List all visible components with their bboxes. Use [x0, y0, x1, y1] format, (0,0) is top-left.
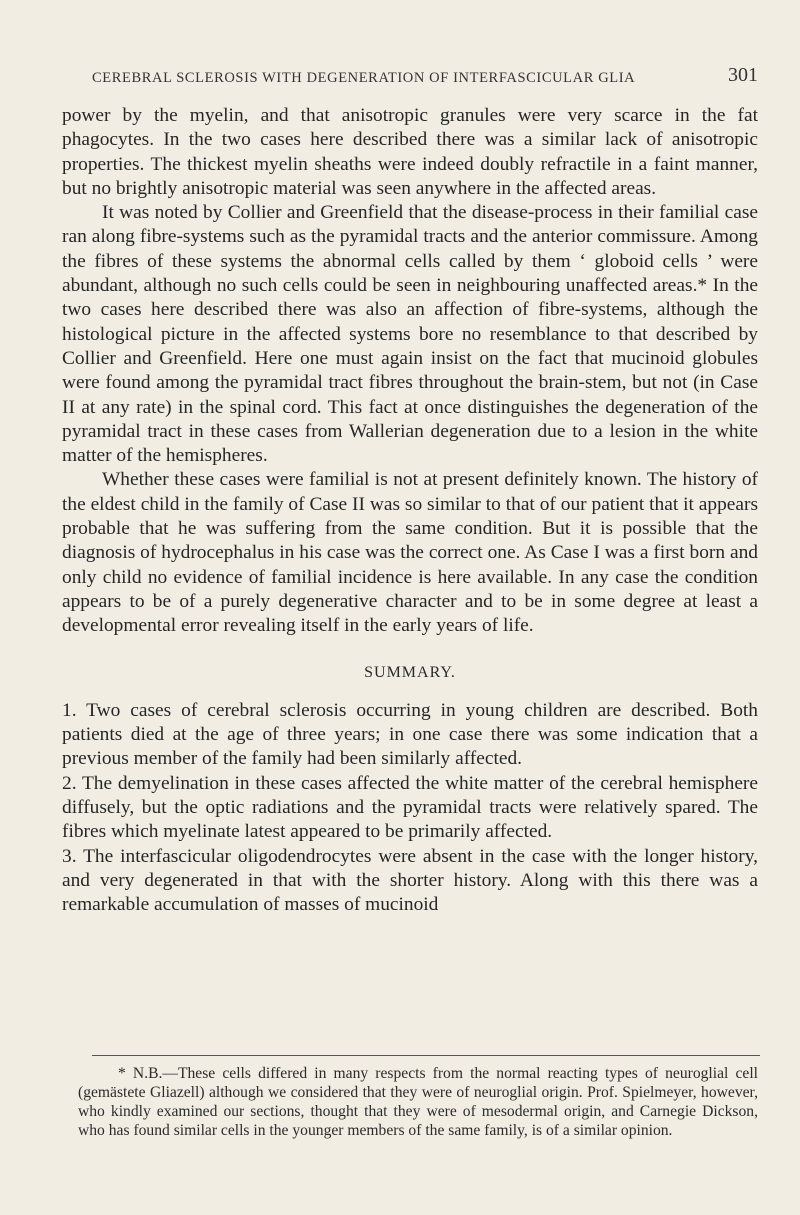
footnote: * N.B.—These cells differed in many respects from the normal reacting types of neuroglial cell (gemästete Gliazell) although we considered that they were of neuroglial origin. Prof. Spielmeyer, however, who kindly examined our sections, thought that they were of mesodermal origin, and Carnegie Dickson, who has found similar cells in the younger members of the same family, is of a similar opinion. [78, 1065, 758, 1139]
paragraph: It was noted by Collier and Greenfield that the disease-process in their familial case ran along fibre-systems such as the pyramidal tracts and the anterior commissure. Among the fibres of these systems the abnormal cells called by them ‘ globoid cells ’ were abundant, although no such cells could be seen in neighbouring unaffected areas.* In the two cases here described there was also an affection of fibre-systems, although the histological picture in the affected systems bore no resemblance to that described by Collier and Greenfield. Here one must again insist on the fact that mucinoid globules were found among the pyramidal tract fibres throughout the brain-stem, but not (in Case II at any rate) in the spinal cord. This fact at once distinguishes the degeneration of the pyramidal tract in these cases from Wallerian degeneration due to a lesion in the white matter of the hemispheres. [62, 202, 758, 467]
summary-heading: SUMMARY. [364, 663, 456, 681]
paragraph: Whether these cases were familial is not at present definitely known. The history of the eldest child in the family of Case II was so similar to that of our patient that it appears probable that he was suffering from the same condition. But it is possible that the diagnosis of hydrocephalus in his case was the correct one. As Case I was a first born and only child no evidence of familial incidence is here available. In any case the condition appears to be of a purely degenerative character and to be in some degree at least a developmental error revealing itself in the early years of life. [62, 469, 758, 637]
summary-item: 2. The demyelination in these cases affected the white matter of the cerebral hemisphere diffusely, but the optic radiations and the pyramidal tracts were relatively spared. The fibres which myelinate latest appeared to be primarily affected. [62, 772, 758, 843]
body-text [62, 104, 758, 918]
summary-item: 3. The interfascicular oligodendrocytes were absent in the case with the longer history, and very degenerated in that with the shorter history. Along with this there was a remarkable accumulation of masses of mucinoid [62, 845, 758, 916]
page-number: 301 [728, 64, 758, 86]
paragraph-continued: power by the myelin, and that anisotropic granules were very scarce in the fat phagocytes. In the two cases here described there was a similar lack of anisotropic properties. The thickest myelin sheaths were indeed doubly refractile in a faint manner, but no brightly anisotropic material was seen anywhere in the affected areas. [62, 105, 758, 199]
footnote-divider [92, 1055, 760, 1056]
summary-item: 1. Two cases of cerebral sclerosis occurring in young children are described. Both patients died at the age of three years; in one case there was some indication that a previous member of the family had been similarly affected. [62, 699, 758, 770]
running-head: CEREBRAL SCLEROSIS WITH DEGENERATION OF INTERFASCICULAR GLIA [92, 70, 636, 86]
page-header [92, 64, 758, 88]
